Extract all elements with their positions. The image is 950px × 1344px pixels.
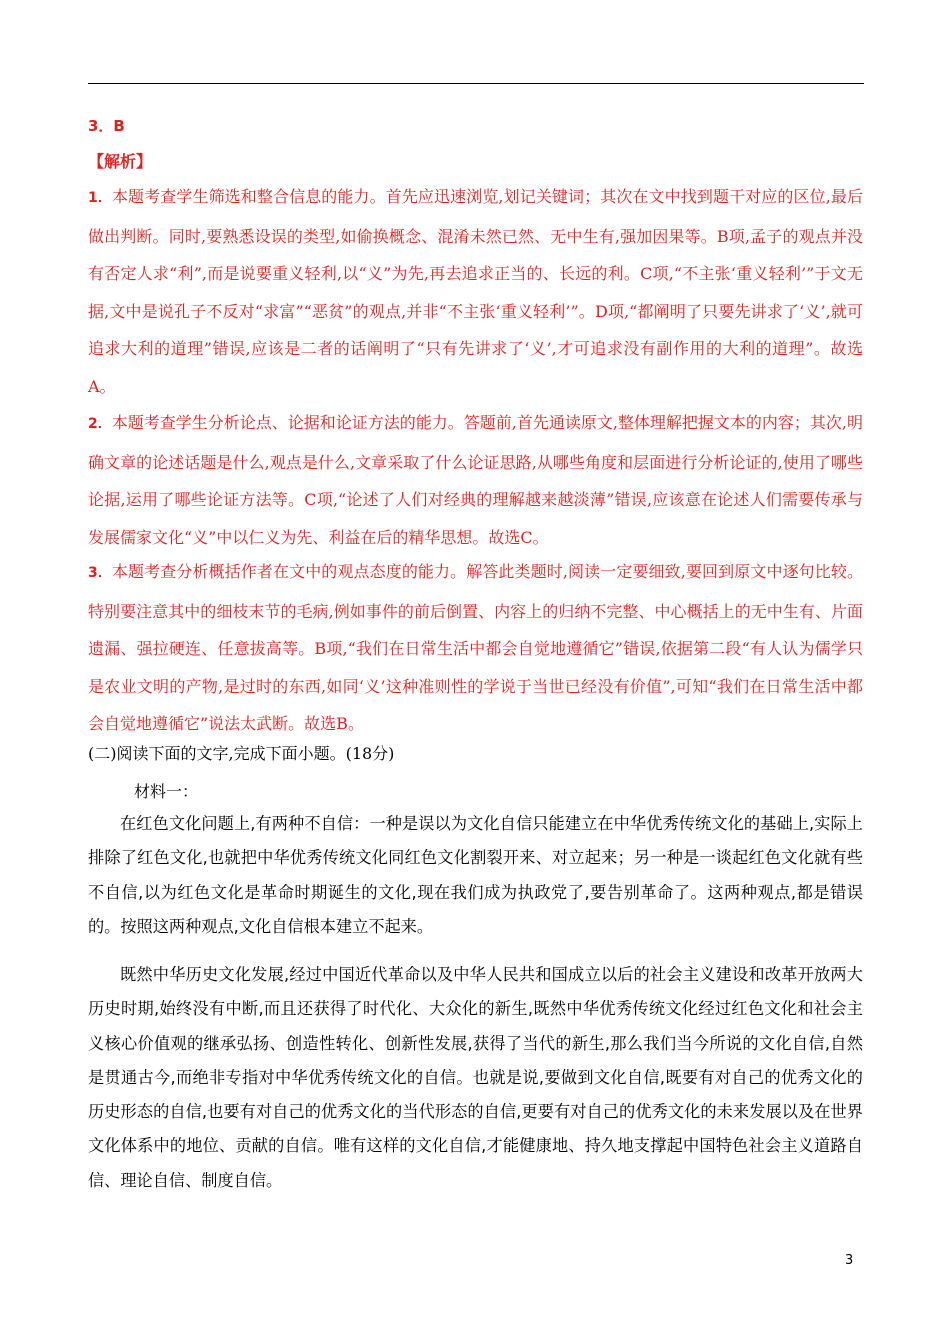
- header-rule: [88, 83, 864, 84]
- section-title: (二)阅读下面的文字,完成下面小题。(18分): [88, 744, 395, 763]
- analysis-item-number: 2．: [88, 416, 112, 432]
- answer-label: 3．B: [88, 117, 125, 135]
- analysis-item-text: 本题考查分析概括作者在文中的观点态度的能力。解答此类题时,阅读一定要细致,要回到原文中逐句比较。特别要注意其中的细枝末节的毛病,例如事件的前后倒置、内容上的归纳不完整、中心概括上的无中生有、片面遗漏、强拉硬连、任意拔高等。B项,“我们在日常生活中都会自觉地遵循它”错误,依据第二段“有人认为儒学只是农业文明的产物,是过时的东西,如同‘义’这种准则性的学说于当世已经没有价值”,可知“我们在日常生活中都会自觉地遵循它”说法太武断。故选B。: [88, 562, 863, 733]
- analysis-item-3: [88, 553, 863, 743]
- analysis-item-text: 本题考查学生筛选和整合信息的能力。首先应迅速浏览,划记关键词；其次在文中找到题干对应的区位,最后做出判断。同时,要熟悉设误的类型,如偷换概念、混淆未然已然、无中生有,强加因果等。B项,孟子的观点并没有否定人求“利”,而是说要重义轻利,以“义”为先,再去追求正当的、长远的利。C项,“不主张‘重义轻利’”于文无据,文中是说孔子不反对“求富”“恶贫”的观点,并非“不主张‘重义轻利’”。D项,“都阐明了只要先讲求了‘义’,就可追求大利的道理”错误,应该是二者的话阐明了“只有先讲求了‘义’,才可追求没有副作用的大利的道理”。故选A。: [88, 187, 863, 396]
- body-paragraph-1: 在红色文化问题上,有两种不自信：一种是误以为文化自信只能建立在中华优秀传统文化的基础上,实际上排除了红色文化,也就把中华优秀传统文化同红色文化割裂开来、对立起来；另一种是一谈起红色文化就有些不自信,以为红色文化是革命时期诞生的文化,现在我们成为执政党了,要告别革命了。这两种观点,都是错误的。按照这两种观点,文化自信根本建立不起来。: [88, 814, 863, 936]
- body-paragraph-2: 既然中华历史文化发展,经过中国近代革命以及中华人民共和国成立以后的社会主义建设和改革开放两大历史时期,始终没有中断,而且还获得了时代化、大众化的新生,既然中华优秀传统文化经过红色文化和社会主义核心价值观的继承弘扬、创造性转化、创新性发展,获得了当代的新生,那么我们当今所说的文化自信,自然是贯通古今,而绝非专指对中华优秀传统文化的自信。也就是说,要做到文化自信,既要有对自己的优秀文化的历史形态的自信,也要有对自己的优秀文化的当代形态的自信,更要有对自己的优秀文化的未来发展以及在世界文化体系中的地位、贡献的自信。唯有这样的文化自信,才能健康地、持久地支撑起中国特色社会主义道路自信、理论自信、制度自信。: [88, 965, 863, 1190]
- analysis-item-1: [88, 178, 863, 405]
- page-number: 3: [845, 1253, 854, 1268]
- analysis-item-text: 本题考查学生分析论点、论据和论证方法的能力。答题前,首先通读原文,整体理解把握文本的内容；其次,明确文章的论述话题是什么,观点是什么,文章采取了什么论证思路,从哪些角度和层面进行分析论证的,使用了哪些论据,运用了哪些论证方法等。C项,“论述了人们对经典的理解越来越淡薄”错误,应该意在论述人们需要传承与发展儒家文化“义”中以仁义为先、利益在后的精华思想。故选C。: [88, 413, 864, 547]
- analysis-item-2: [88, 404, 863, 556]
- analysis-item-number: 1．: [88, 190, 112, 206]
- analysis-item-number: 3．: [88, 565, 112, 581]
- material-label: 材料一：: [134, 782, 199, 801]
- analysis-heading: 【解析】: [88, 152, 153, 171]
